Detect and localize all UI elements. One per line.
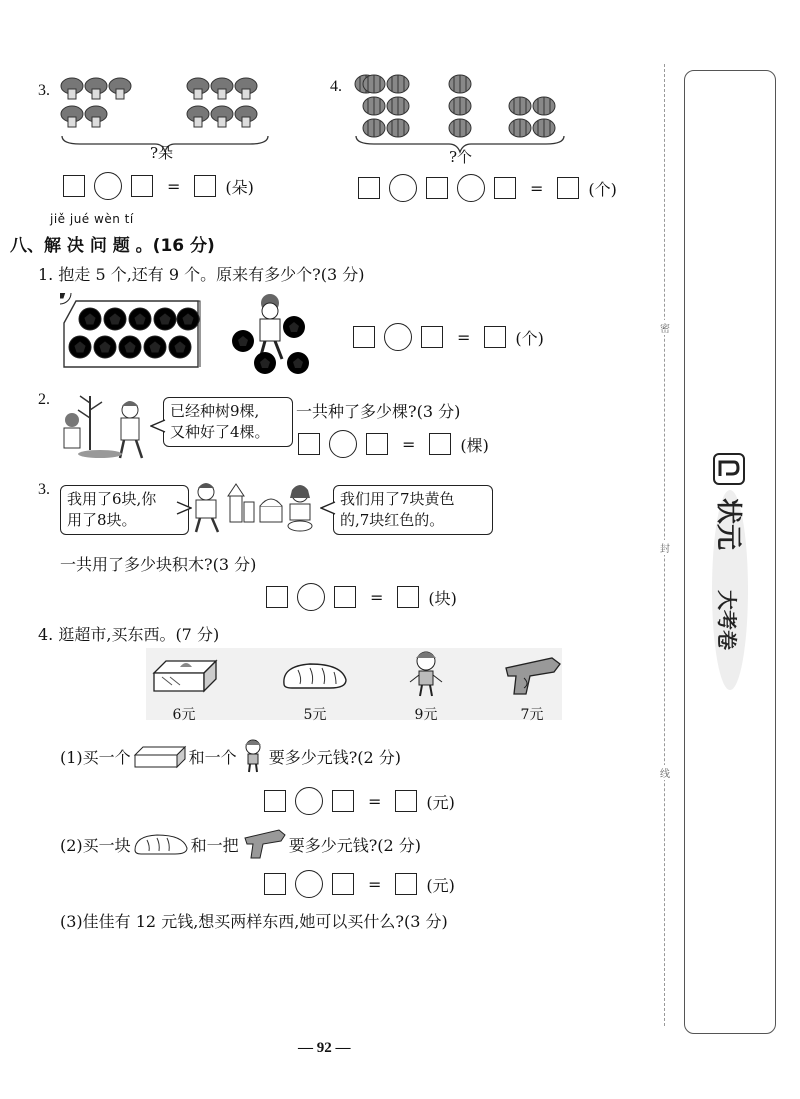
speech-bubble bbox=[163, 397, 293, 447]
price-label: 7元 bbox=[520, 707, 544, 723]
answer-box[interactable] bbox=[429, 433, 451, 455]
answer-box[interactable] bbox=[395, 790, 417, 812]
answer-box[interactable] bbox=[395, 873, 417, 895]
doll-icon bbox=[406, 648, 446, 700]
bubble-line: 我用了6块,你 bbox=[67, 490, 157, 508]
sub-question-3: (3)佳佳有 12 元钱,想买两样东西,她可以买什么?(3 分) bbox=[60, 912, 448, 931]
bubble-line: 已经种树9棵, bbox=[170, 402, 260, 420]
answer-box[interactable] bbox=[421, 326, 443, 348]
sub1-equation bbox=[264, 787, 455, 815]
answer-box[interactable] bbox=[334, 586, 356, 608]
price-label: 5元 bbox=[303, 707, 327, 723]
operator-circle[interactable] bbox=[295, 870, 323, 898]
operator-circle[interactable] bbox=[384, 323, 412, 351]
tree-planting-picture bbox=[60, 388, 160, 464]
soccer-balls-picture bbox=[60, 293, 320, 383]
problem-2-equation bbox=[298, 430, 489, 458]
unit-label: (块) bbox=[428, 588, 457, 608]
speech-bubble-left bbox=[60, 485, 189, 535]
answer-box[interactable] bbox=[332, 790, 354, 812]
heading-pinyin: jiě jué wèn tí bbox=[50, 212, 134, 226]
svg-text:状元: 状元 bbox=[713, 498, 743, 551]
seal-char: 封 bbox=[660, 540, 670, 555]
q4-number: 4. bbox=[330, 78, 342, 95]
equals-sign: = bbox=[457, 327, 471, 347]
problem-1-text: 1. 抱走 5 个,还有 9 个。原来有多少个?(3 分) bbox=[38, 265, 365, 284]
price-label: 9元 bbox=[414, 707, 438, 723]
bread-icon bbox=[280, 660, 350, 692]
sub1-text-b: 和一个 bbox=[188, 747, 237, 767]
answer-box[interactable] bbox=[264, 790, 286, 812]
answer-box[interactable] bbox=[194, 175, 216, 197]
answer-box[interactable] bbox=[426, 177, 448, 199]
bubble-tail bbox=[150, 418, 166, 434]
problem-2-question: 一共种了多少棵?(3 分) bbox=[296, 402, 461, 421]
svg-text:大考卷: 大考卷 bbox=[715, 590, 739, 650]
q3-equation bbox=[63, 172, 254, 200]
answer-box[interactable] bbox=[358, 177, 380, 199]
unit-label: (元) bbox=[426, 792, 455, 812]
unit-label: (个) bbox=[515, 328, 544, 348]
sub1-text-a: (1)买一个 bbox=[60, 747, 131, 767]
answer-box[interactable] bbox=[397, 586, 419, 608]
seal-char: 密 bbox=[660, 320, 670, 335]
problem-2-number: 2. bbox=[38, 391, 50, 408]
sub2-equation bbox=[264, 870, 455, 898]
q4-brace-label: ?个 bbox=[449, 148, 473, 166]
toy-gun-icon bbox=[241, 828, 287, 860]
answer-box[interactable] bbox=[494, 177, 516, 199]
pencil-case-icon bbox=[150, 655, 220, 697]
bread-icon bbox=[133, 832, 189, 856]
operator-circle[interactable] bbox=[457, 174, 485, 202]
bubble-line: 的,7块红色的。 bbox=[340, 511, 445, 529]
sub2-text-b: 和一把 bbox=[190, 835, 239, 855]
problem-1-equation bbox=[353, 323, 544, 351]
answer-box[interactable] bbox=[557, 177, 579, 199]
doll-icon bbox=[239, 738, 267, 774]
sub1-text-c: 要多少元钱?(2 分) bbox=[268, 747, 402, 767]
operator-circle[interactable] bbox=[389, 174, 417, 202]
q4-equation bbox=[358, 174, 617, 202]
speech-bubble-right bbox=[333, 485, 493, 535]
problem-3-number: 3. bbox=[38, 481, 50, 498]
q3-number: 3. bbox=[38, 82, 50, 99]
equals-sign: = bbox=[167, 176, 181, 196]
answer-box[interactable] bbox=[353, 326, 375, 348]
equals-sign: = bbox=[368, 874, 382, 894]
seal-char: 线 bbox=[660, 765, 670, 780]
toy-gun-icon bbox=[500, 654, 564, 698]
answer-box[interactable] bbox=[131, 175, 153, 197]
unit-label: (棵) bbox=[460, 435, 489, 455]
problem-4-title: 4. 逛超市,买东西。(7 分) bbox=[38, 625, 220, 644]
sub2-text-c: 要多少元钱?(2 分) bbox=[288, 835, 422, 855]
answer-box[interactable] bbox=[298, 433, 320, 455]
operator-circle[interactable] bbox=[94, 172, 122, 200]
sub-question-1 bbox=[60, 738, 401, 774]
answer-box[interactable] bbox=[366, 433, 388, 455]
answer-box[interactable] bbox=[266, 586, 288, 608]
unit-label: (个) bbox=[588, 179, 617, 199]
q3-brace-label: ?朵 bbox=[150, 144, 174, 162]
children-blocks-picture bbox=[188, 478, 323, 534]
equals-sign: = bbox=[368, 791, 382, 811]
section-heading: 八、解 决 问 题 。(16 分) bbox=[10, 236, 215, 256]
bubble-line: 又种好了4棵。 bbox=[170, 423, 270, 441]
bubble-line: 用了8块。 bbox=[67, 511, 137, 529]
answer-box[interactable] bbox=[63, 175, 85, 197]
answer-box[interactable] bbox=[484, 326, 506, 348]
price-label: 6元 bbox=[172, 707, 196, 723]
equals-sign: = bbox=[370, 587, 384, 607]
bubble-tail bbox=[320, 500, 336, 516]
operator-circle[interactable] bbox=[329, 430, 357, 458]
brand-logo bbox=[708, 450, 752, 690]
operator-circle[interactable] bbox=[295, 787, 323, 815]
bubble-line: 我们用了7块黄色 bbox=[340, 490, 455, 508]
pencil-case-icon bbox=[133, 743, 187, 769]
unit-label: (元) bbox=[426, 875, 455, 895]
problem-3-question: 一共用了多少块积木?(3 分) bbox=[60, 555, 257, 574]
operator-circle[interactable] bbox=[297, 583, 325, 611]
sub2-text-a: (2)买一块 bbox=[60, 835, 131, 855]
page-number: — 92 — bbox=[298, 1040, 351, 1056]
answer-box[interactable] bbox=[332, 873, 354, 895]
sub-question-2 bbox=[60, 828, 421, 860]
unit-label: (朵) bbox=[225, 177, 254, 197]
problem-3-equation bbox=[266, 583, 457, 611]
answer-box[interactable] bbox=[264, 873, 286, 895]
equals-sign: = bbox=[530, 178, 544, 198]
equals-sign: = bbox=[402, 434, 416, 454]
